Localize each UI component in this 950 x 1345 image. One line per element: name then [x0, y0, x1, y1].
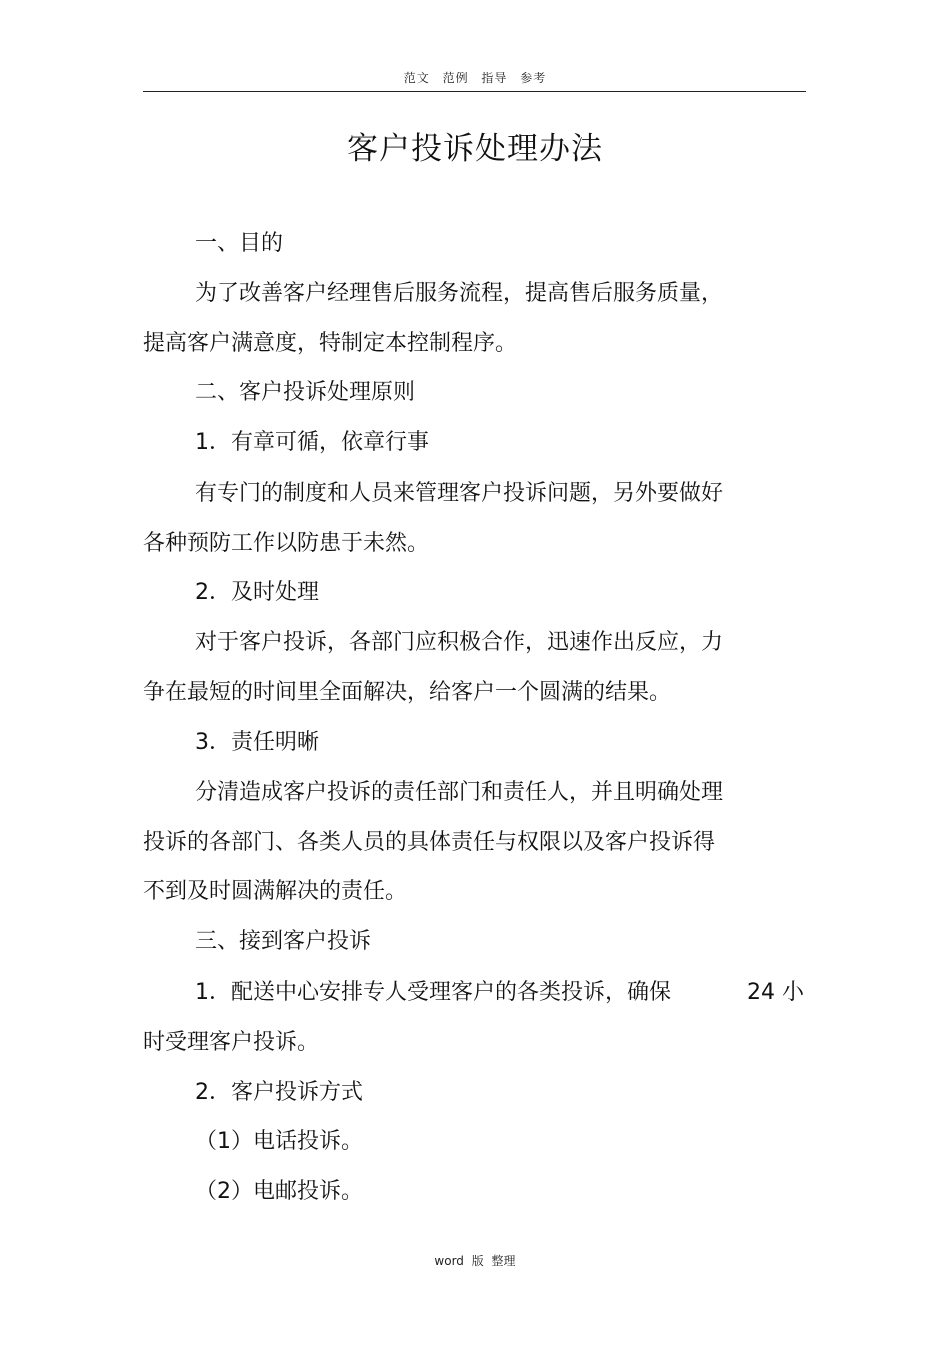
paragraph-line: 对于客户投诉，各部门应积极合作，迅速作出反应，力	[195, 630, 724, 655]
header-divider	[143, 91, 806, 92]
paragraph-line: 投诉的各部门、各类人员的具体责任与权限以及客户投诉得	[143, 830, 716, 855]
list-item: （2）电邮投诉。	[195, 1179, 363, 1204]
list-item: （1）电话投诉。	[195, 1129, 363, 1154]
subheading: 1．有章可循，依章行事	[195, 430, 429, 455]
paragraph-line-tail: 24 小	[747, 980, 804, 1005]
section-heading-principles: 二、客户投诉处理原则	[195, 380, 416, 405]
paragraph-line: 有专门的制度和人员来管理客户投诉问题，另外要做好	[195, 481, 724, 506]
section-heading-receive: 三、接到客户投诉	[195, 929, 372, 954]
paragraph-line: 1．配送中心安排专人受理客户的各类投诉，确保	[195, 980, 671, 1005]
page-header: 范文 范例 指导 参考	[403, 71, 547, 85]
paragraph-line: 为了改善客户经理售后服务流程，提高售后服务质量，	[195, 281, 724, 306]
subheading: 3．责任明晰	[195, 730, 319, 755]
subheading: 2．客户投诉方式	[195, 1080, 363, 1105]
subheading: 2．及时处理	[195, 580, 319, 605]
paragraph-line: 提高客户满意度，特制定本控制程序。	[143, 331, 518, 356]
paragraph-line: 分清造成客户投诉的责任部门和责任人，并且明确处理	[195, 780, 724, 805]
document-title: 客户投诉处理办法	[347, 131, 603, 167]
section-heading-purpose: 一、目的	[195, 231, 284, 256]
paragraph-line: 不到及时圆满解决的责任。	[143, 879, 408, 904]
paragraph-line: 时受理客户投诉。	[143, 1030, 320, 1055]
page-footer: word 版 整理	[434, 1254, 516, 1268]
paragraph-line: 各种预防工作以防患于未然。	[143, 531, 430, 556]
paragraph-line: 争在最短的时间里全面解决，给客户一个圆满的结果。	[143, 680, 672, 705]
